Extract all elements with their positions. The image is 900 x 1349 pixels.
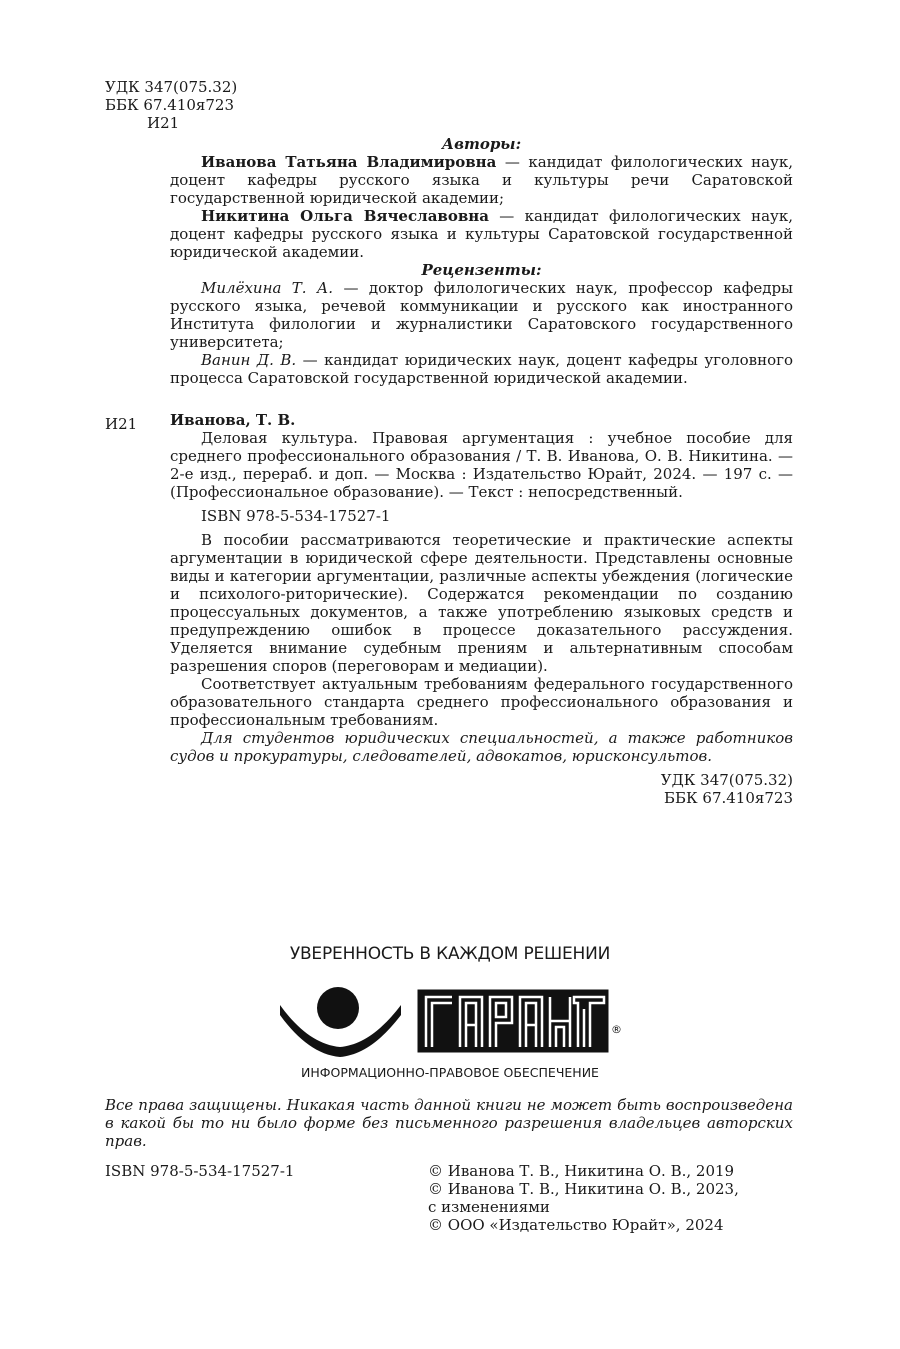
reviewer-desc: — доктор филологических наук, профессор кафедры русского языка, речевой коммуникации и русского как иностранного Института филологии и журналистики Саратовского государственного университета; (170, 279, 793, 351)
author-name: Иванова Татьяна Владимировна (201, 153, 497, 171)
main-text (170, 135, 793, 807)
garant-logo (278, 985, 623, 1064)
registered-mark: ® (611, 1023, 622, 1036)
annotation-paragraph: В пособии рассматриваются теоретические и практические аспекты аргументации в юридической сфере деятельности. Представлены основные виды и категории аргументации, различные аспекты убеждения (логические и психолого-риторические). Содержатся рекомендации по созданию процессуальных документов, а также употреблению языковых средств и предупреждению ошибок в процессе доказательного рассуждения. Уделяется внимание судебным прениям и альтернативным способам разрешения споров (переговорам и медиации). (170, 531, 793, 675)
reviewer-name: Ванин Д. В. (201, 351, 297, 369)
ad-tagline: ИНФОРМАЦИОННО-ПРАВОВОЕ ОБЕСПЕЧЕНИЕ (301, 1065, 599, 1080)
bbk-bottom: ББК 67.410я723 (663, 789, 793, 807)
author-entry (170, 207, 793, 261)
reviewer-entry (170, 279, 793, 351)
isbn-footer: ISBN 978-5-534-17527-1 (105, 1162, 295, 1180)
margin-author-sign: И21 (105, 415, 138, 433)
author-entry (170, 153, 793, 207)
authors-heading: Авторы: (441, 135, 522, 153)
udk-bottom: УДК 347(075.32) (660, 771, 793, 789)
bbk-code: ББК 67.410я723 (105, 96, 235, 114)
garant-logo-image (278, 985, 623, 1060)
reviewer-name: Милёхина Т. А. (201, 279, 334, 297)
rights-notice: Все права защищены. Никакая часть данной книги не может быть воспроизведена в какой бы то ни было форме без письменного разрешения владельцев авторских прав. (105, 1096, 793, 1150)
biblio-entry: Деловая культура. Правовая аргументация : учебное пособие для среднего профессионального образования / Т. В. Иванова, О. В. Никитина. — 2-е изд., перераб. и доп. — Москва : Издательство Юрайт, 2024. — 197 с. — (Профессиональное образование). — Текст : непосредственный. (170, 429, 793, 501)
udk-top-block (105, 78, 237, 132)
reviewer-desc: — кандидат юридических наук, доцент кафедры уголовного процесса Саратовской государственной юридической академии. (170, 351, 793, 387)
author-desc: — кандидат филологических наук, доцент кафедры русского языка и культуры Саратовской государственной юридической академии. (170, 207, 794, 261)
reviewer-entry (170, 351, 793, 387)
copyright-line: с изменениями (428, 1198, 550, 1216)
biblio-isbn: ISBN 978-5-534-17527-1 (201, 507, 391, 525)
ad-slogan: УВЕРЕННОСТЬ В КАЖДОМ РЕШЕНИИ (289, 944, 611, 964)
udk-code: УДК 347(075.32) (105, 78, 238, 96)
author-desc: — кандидат филологических наук, доцент кафедры русского языка и культуры речи Саратовской государственной юридической академии; (170, 153, 793, 207)
author-sign: И21 (147, 114, 180, 132)
reviewers-heading: Рецензенты: (421, 261, 542, 279)
biblio-header: Иванова, Т. В. (170, 411, 296, 429)
copyright-line: © ООО «Издательство Юрайт», 2024 (428, 1216, 724, 1234)
copyright-line: © Иванова Т. В., Никитина О. В., 2019 (428, 1162, 735, 1180)
annotation-paragraph: Соответствует актуальным требованиям федерального государственного образовательного стандарта среднего профессионального образования и профессиональным требованиям. (170, 675, 793, 729)
annotation-audience: Для студентов юридических специальностей, а также работников судов и прокуратуры, следователей, адвокатов, юрисконсультов. (170, 729, 793, 765)
author-name: Никитина Ольга Вячеславовна (201, 207, 489, 225)
copyright-line: © Иванова Т. В., Никитина О. В., 2023, (428, 1180, 739, 1198)
copyright-block (428, 1162, 793, 1234)
